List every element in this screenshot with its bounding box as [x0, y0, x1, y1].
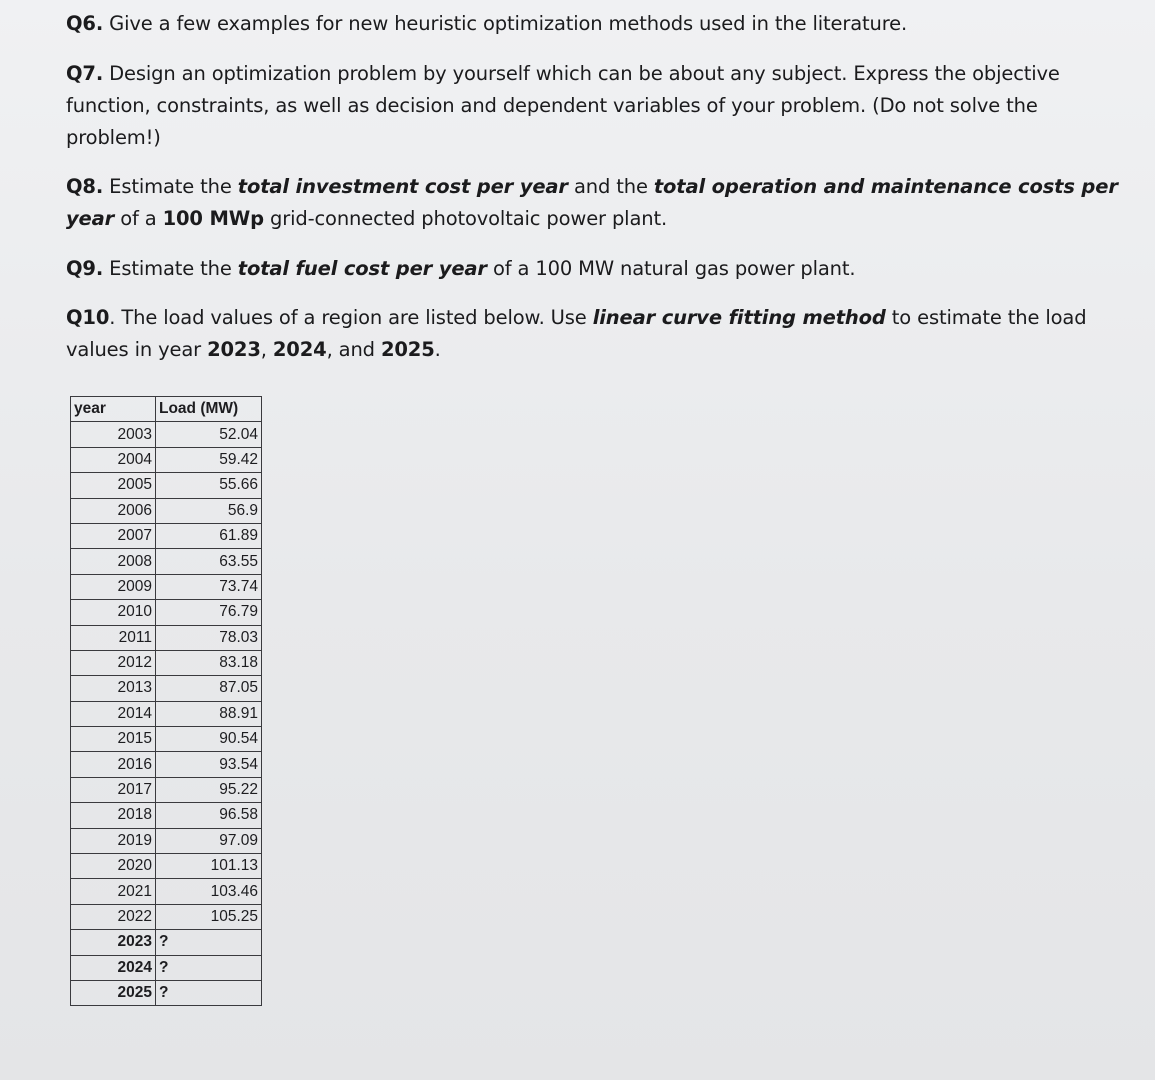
load-cell: ? — [156, 980, 262, 1005]
q8-emph-year: year — [66, 207, 115, 230]
load-cell: 95.22 — [156, 777, 262, 802]
year-cell: 2015 — [71, 727, 156, 752]
load-cell: 93.54 — [156, 752, 262, 777]
q10-year-2024: 2024 — [272, 338, 327, 361]
load-cell: 101.13 — [156, 854, 262, 879]
table-row — [71, 980, 262, 1005]
q8-text-4: grid-connected photovoltaic power plant. — [269, 207, 668, 230]
load-table — [70, 396, 262, 1006]
load-cell: 78.03 — [156, 625, 262, 650]
q10-label: Q10 — [66, 306, 110, 329]
table-row — [71, 930, 262, 955]
q10-line-1 — [66, 302, 1086, 334]
year-cell: 2017 — [71, 777, 156, 802]
table-row — [71, 879, 262, 904]
load-cell: 90.54 — [156, 727, 262, 752]
q8-text-3: of a — [120, 207, 157, 230]
load-cell: 88.91 — [156, 701, 262, 726]
q6-text: Give a few examples for new heuristic optimization methods used in the literature. — [109, 12, 908, 35]
load-cell: 59.42 — [156, 447, 262, 472]
load-cell: 55.66 — [156, 473, 262, 498]
q8-label: Q8. — [66, 175, 104, 198]
load-cell: 87.05 — [156, 676, 262, 701]
q9-text-2: of a 100 MW natural gas power plant. — [492, 257, 856, 280]
table-row — [71, 752, 262, 777]
header-row — [71, 397, 262, 422]
table-row — [71, 701, 262, 726]
load-cell: 105.25 — [156, 904, 262, 929]
load-table-header — [71, 397, 262, 422]
q8-line-2 — [66, 203, 1118, 235]
q10-text-3: values in year — [66, 338, 201, 361]
table-row — [71, 676, 262, 701]
q10-emph-method: linear curve fitting method — [592, 306, 886, 329]
year-cell: 2010 — [71, 600, 156, 625]
header-year: year — [71, 397, 156, 422]
table-row — [71, 904, 262, 929]
table-row — [71, 828, 262, 853]
year-cell: 2018 — [71, 803, 156, 828]
load-cell: 61.89 — [156, 523, 262, 548]
table-row — [71, 422, 262, 447]
load-cell: 103.46 — [156, 879, 262, 904]
load-cell: 56.9 — [156, 498, 262, 523]
q9-text-1: Estimate the — [109, 257, 232, 280]
q8-emph-investment: total investment cost per year — [237, 175, 568, 198]
year-cell: 2019 — [71, 828, 156, 853]
q9-emph-fuel-cost: total fuel cost per year — [237, 257, 487, 280]
header-load: Load (MW) — [156, 397, 262, 422]
load-cell: 83.18 — [156, 650, 262, 675]
table-row — [71, 955, 262, 980]
year-cell: 2020 — [71, 854, 156, 879]
q6-label: Q6. — [66, 12, 104, 35]
q10-text-1: . The load values of a region are listed below. Use — [109, 306, 587, 329]
load-cell: ? — [156, 955, 262, 980]
q10-end: . — [434, 338, 441, 361]
table-row — [71, 447, 262, 472]
table-row — [71, 549, 262, 574]
load-cell: 52.04 — [156, 422, 262, 447]
q7-line-3: problem!) — [66, 126, 161, 149]
year-cell: 2009 — [71, 574, 156, 599]
table-row — [71, 727, 262, 752]
q8-text-2: and the — [573, 175, 648, 198]
table-row — [71, 625, 262, 650]
question-q8 — [66, 171, 1118, 235]
load-cell: ? — [156, 930, 262, 955]
load-cell: 96.58 — [156, 803, 262, 828]
question-q7 — [66, 58, 1060, 154]
year-cell: 2022 — [71, 904, 156, 929]
q8-emph-capacity: 100 MWp — [162, 207, 264, 230]
q7-text-1: Design an optimization problem by yourself which can be about any subject. Express the objective — [109, 62, 1060, 85]
q7-label: Q7. — [66, 62, 104, 85]
year-cell: 2014 — [71, 701, 156, 726]
table-row — [71, 498, 262, 523]
year-cell: 2006 — [71, 498, 156, 523]
question-q9 — [66, 253, 855, 285]
table-row — [71, 777, 262, 802]
year-cell: 2024 — [71, 955, 156, 980]
question-q6 — [66, 8, 907, 40]
q7-line-1 — [66, 58, 1060, 90]
table-row — [71, 854, 262, 879]
year-cell: 2012 — [71, 650, 156, 675]
q10-text-2: to estimate the load — [891, 306, 1087, 329]
table-row — [71, 600, 262, 625]
year-cell: 2004 — [71, 447, 156, 472]
year-cell: 2003 — [71, 422, 156, 447]
year-cell: 2008 — [71, 549, 156, 574]
q10-line-2 — [66, 334, 1086, 366]
table-row — [71, 523, 262, 548]
table-row — [71, 473, 262, 498]
q10-year-2023: 2023 — [207, 338, 261, 361]
q8-emph-om-cost: total operation and maintenance costs per — [653, 175, 1118, 198]
q7-line-2: function, constraints, as well as decision and dependent variables of your problem. (Do not solve the — [66, 94, 1038, 117]
load-cell: 63.55 — [156, 549, 262, 574]
question-q10 — [66, 302, 1086, 366]
year-cell: 2013 — [71, 676, 156, 701]
year-cell: 2016 — [71, 752, 156, 777]
load-cell: 73.74 — [156, 574, 262, 599]
table-row — [71, 650, 262, 675]
year-cell: 2021 — [71, 879, 156, 904]
year-cell: 2025 — [71, 980, 156, 1005]
q10-year-2025: 2025 — [380, 338, 435, 361]
q10-sep-2: , and — [326, 338, 375, 361]
table-row — [71, 803, 262, 828]
q8-text-1: Estimate the — [109, 175, 232, 198]
year-cell: 2011 — [71, 625, 156, 650]
year-cell: 2023 — [71, 930, 156, 955]
q10-sep-1: , — [260, 338, 267, 361]
year-cell: 2007 — [71, 523, 156, 548]
q9-label: Q9. — [66, 257, 104, 280]
table-row — [71, 574, 262, 599]
load-table-body — [71, 422, 262, 1006]
q8-line-1 — [66, 171, 1118, 203]
year-cell: 2005 — [71, 473, 156, 498]
load-cell: 76.79 — [156, 600, 262, 625]
load-cell: 97.09 — [156, 828, 262, 853]
